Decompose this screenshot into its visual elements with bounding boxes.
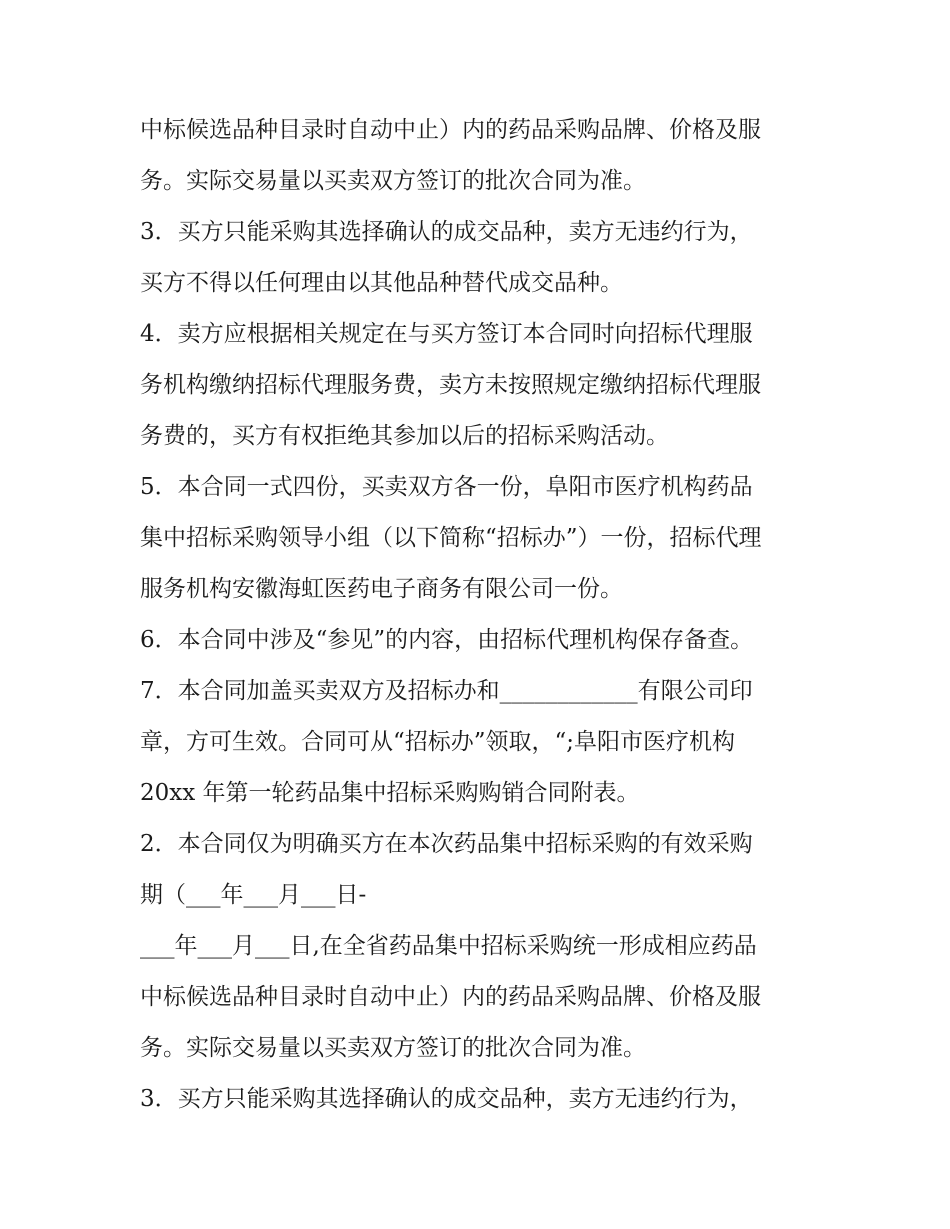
document-body: [140, 105, 820, 1125]
text-line: ___年___月___日,在全省药品集中招标采购统一形成相应药品: [140, 933, 757, 959]
text-line: 务费的，买方有权拒绝其参加以后的招标采购活动。: [140, 423, 669, 449]
text-line: 20xx 年第一轮药品集中招标采购购销合同附表。: [140, 780, 640, 806]
text-line: 4．卖方应根据相关规定在与买方签订本合同时向招标代理服: [140, 321, 753, 347]
text-line: 3．买方只能采购其选择确认的成交品种，卖方无违约行为，: [140, 219, 753, 245]
text-line: 买方不得以任何理由以其他品种替代成交品种。: [140, 270, 623, 296]
text-line: 章，方可生效。合同可从“招标办”领取，“;阜阳市医疗机构: [140, 729, 736, 755]
text-line: 务机构缴纳招标代理服务费，卖方未按照规定缴纳招标代理服: [140, 372, 761, 398]
text-line: 3．买方只能采购其选择确认的成交品种，卖方无违约行为，: [140, 1086, 753, 1112]
text-line: 中标候选品种目录时自动中止）内的药品采购品牌、价格及服: [140, 117, 761, 143]
text-line: 期（___年___月___日-: [140, 882, 367, 908]
text-line: 务。实际交易量以买卖双方签订的批次合同为准。: [140, 168, 646, 194]
text-line: 6．本合同中涉及“参见”的内容，由招标代理机构保存备查。: [140, 627, 754, 653]
text-line: 集中招标采购领导小组（以下简称“招标办”）一份，招标代理: [140, 525, 762, 551]
text-line: 2．本合同仅为明确买方在本次药品集中招标采购的有效采购: [140, 831, 753, 857]
text-line: 服务机构安徽海虹医药电子商务有限公司一份。: [140, 576, 623, 602]
text-line: 中标候选品种目录时自动中止）内的药品采购品牌、价格及服: [140, 984, 761, 1010]
text-line: 务。实际交易量以买卖双方签订的批次合同为准。: [140, 1035, 646, 1061]
text-line: 5．本合同一式四份，买卖双方各一份，阜阳市医疗机构药品: [140, 474, 753, 500]
text-line: 7．本合同加盖买卖双方及招标办和____________有限公司印: [140, 678, 753, 704]
